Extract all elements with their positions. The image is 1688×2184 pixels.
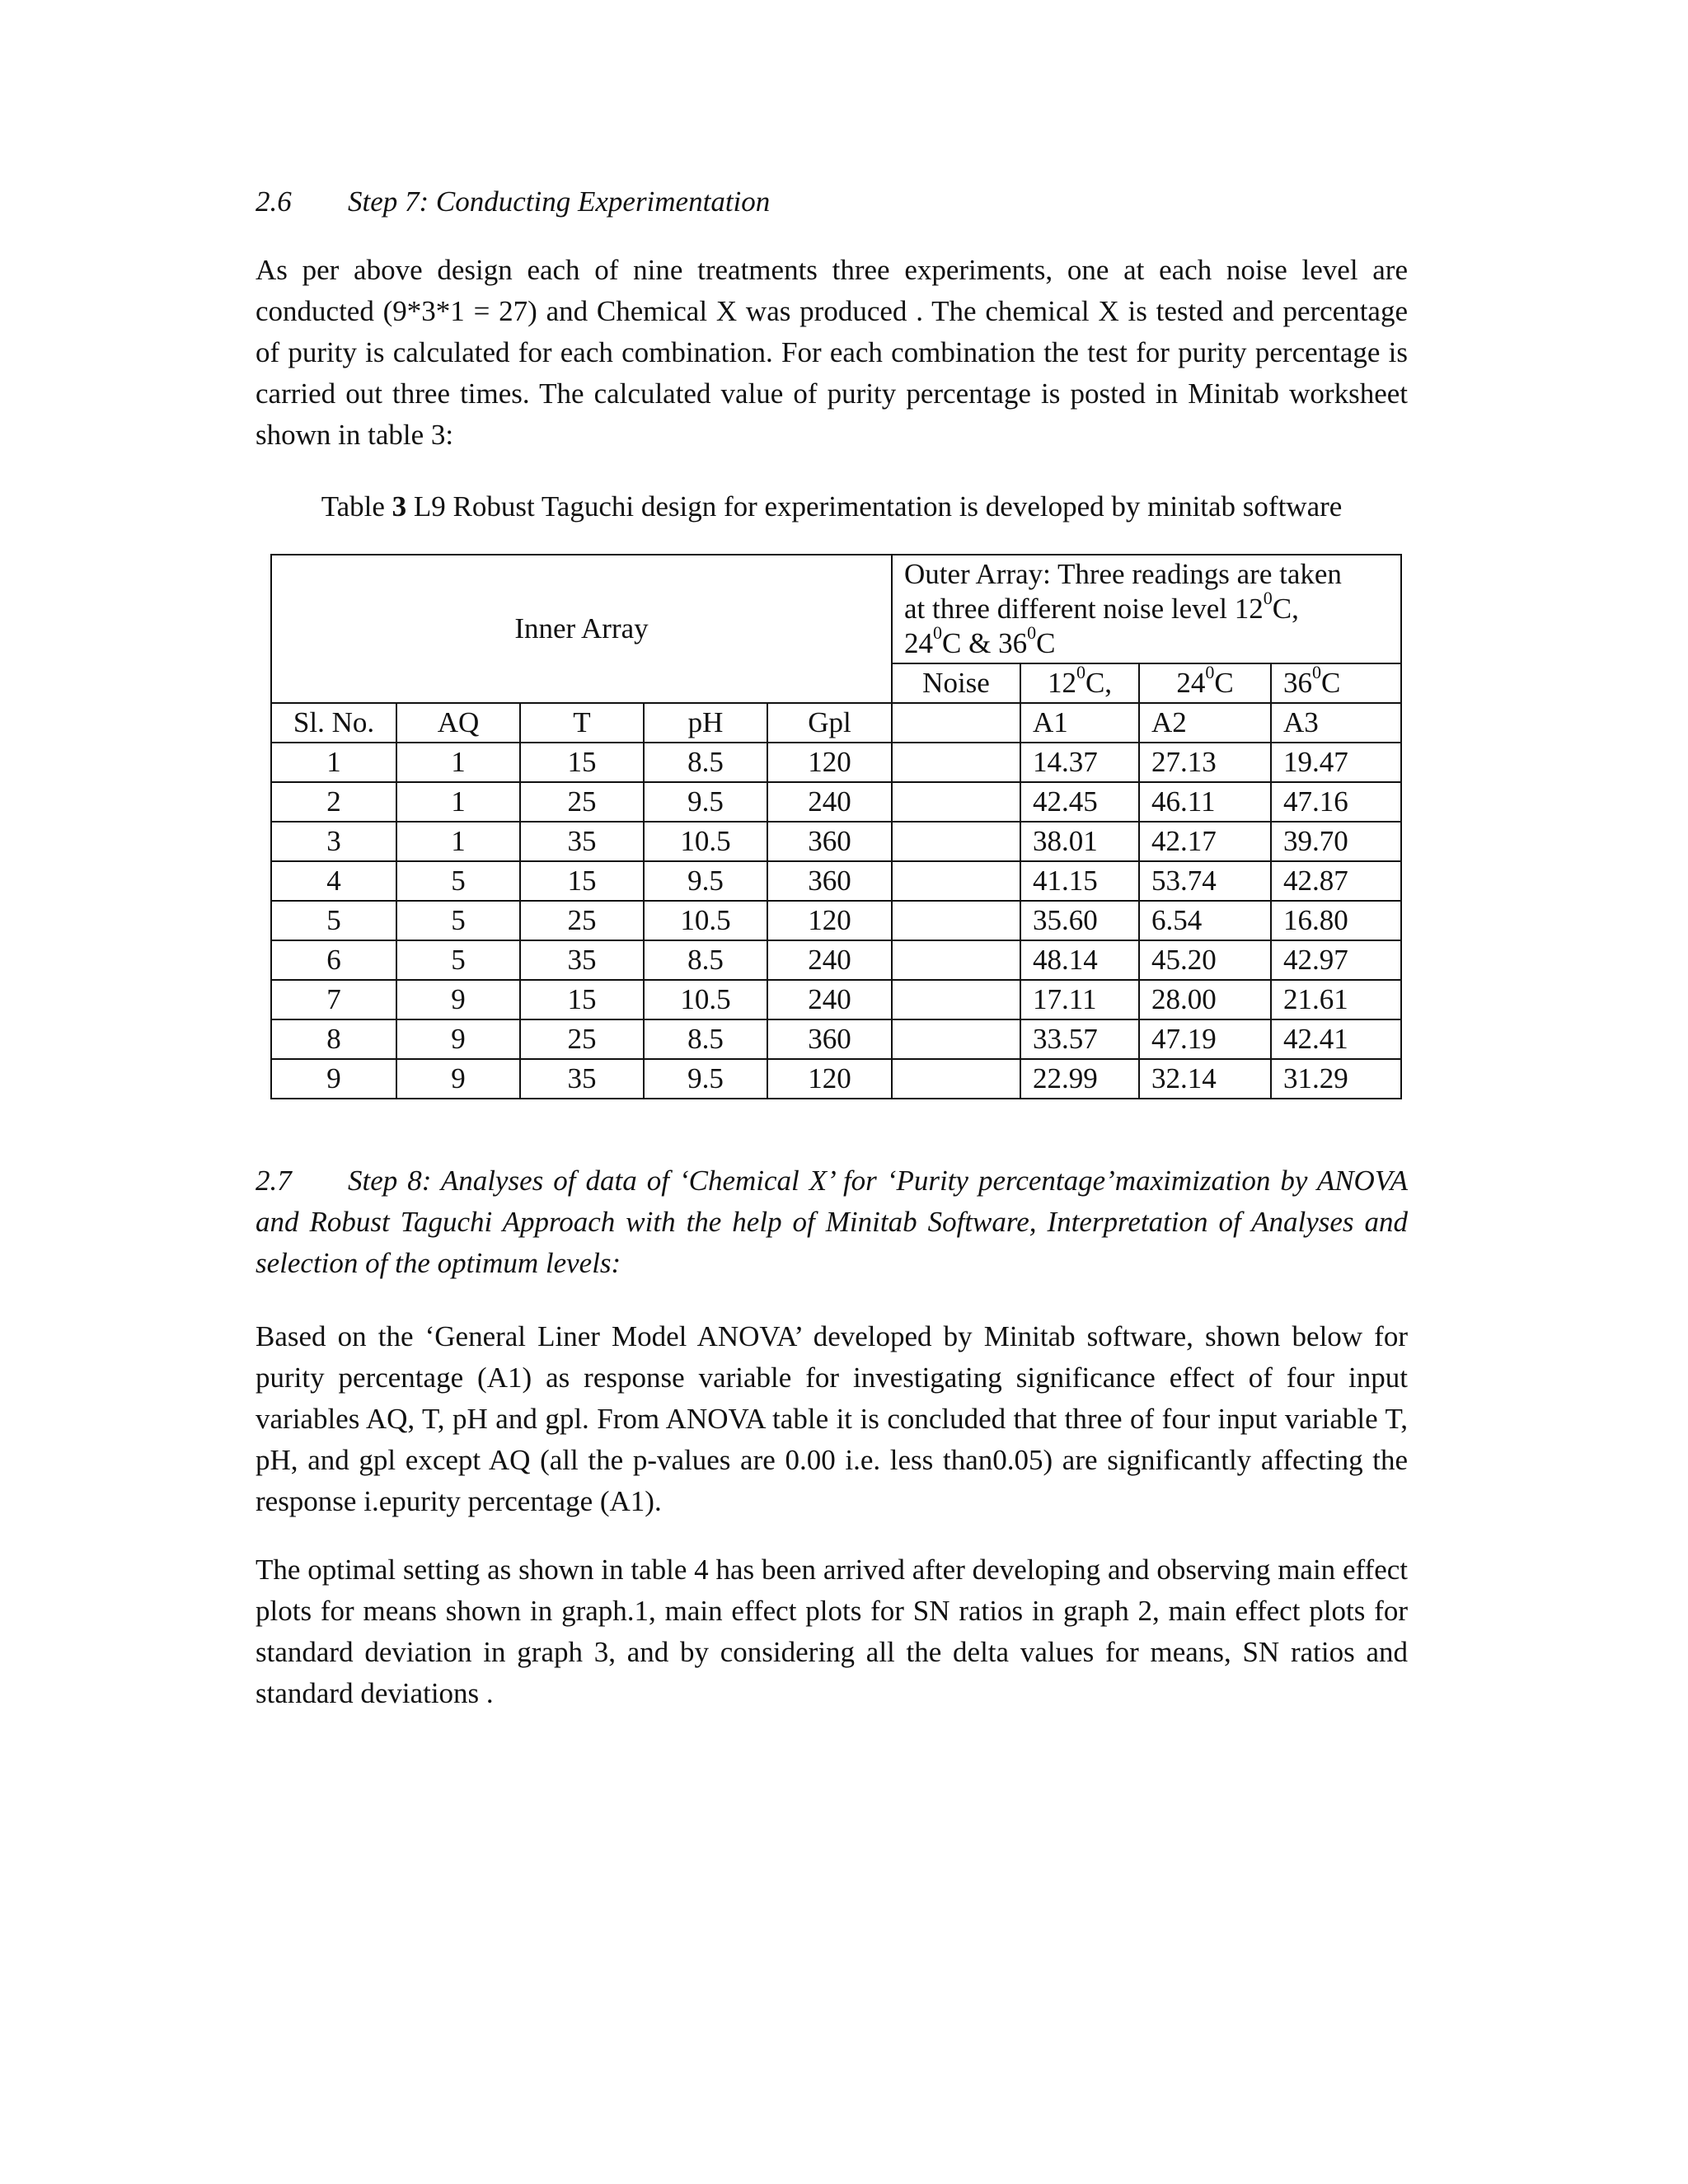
table-cell: 8.5 — [644, 743, 767, 782]
noise-level-cell: $12^0C$, — [1020, 663, 1139, 703]
column-header: pH — [644, 703, 767, 743]
table-cell: 5 — [396, 940, 520, 980]
table-cell: 19.47 — [1271, 743, 1401, 782]
table-cell: 240 — [767, 940, 892, 980]
table-cell — [892, 861, 1020, 901]
table-cell: 46.11 — [1139, 782, 1271, 822]
table-cell: 1 — [396, 822, 520, 861]
table-cell: 42.45 — [1020, 782, 1139, 822]
table-cell — [892, 901, 1020, 940]
table-cell: 5 — [396, 901, 520, 940]
table-cell: 27.13 — [1139, 743, 1271, 782]
table-cell: 31.29 — [1271, 1059, 1401, 1099]
table-cell: 21.61 — [1271, 980, 1401, 1019]
table-row — [271, 743, 1401, 782]
table-cell — [892, 1019, 1020, 1059]
table-cell: 15 — [520, 861, 644, 901]
table-cell: 38.01 — [1020, 822, 1139, 861]
table-cell: 8 — [271, 1019, 396, 1059]
table-cell: 240 — [767, 980, 892, 1019]
paragraph-conducting-experimentation: As per above design each of nine treatments three experiments, one at each noise level are conducted (9*3*1 = 27) and Chemical X was produced . The chemical X is tested and percentage of purity is calculated for each combination. For each combination the test for purity percentage is carried out three times. The calculated value of purity percentage is posted in Minitab worksheet shown in table 3: — [256, 254, 1408, 451]
outer-array-header: Outer Array: Three readings are taken at three different noise level $12^0C$, $24^0C$ & $36^0C$ — [892, 555, 1401, 663]
table-row — [271, 901, 1401, 940]
table-cell: 10.5 — [644, 980, 767, 1019]
table-row — [271, 1019, 1401, 1059]
table-cell: 25 — [520, 782, 644, 822]
table-column-header-row — [271, 703, 1401, 743]
table-cell: 10.5 — [644, 901, 767, 940]
table-cell: 14.37 — [1020, 743, 1139, 782]
table-row — [271, 822, 1401, 861]
table-cell — [892, 1059, 1020, 1099]
column-header: A1 — [1020, 703, 1139, 743]
table-cell: 5 — [271, 901, 396, 940]
table-cell: 3 — [271, 822, 396, 861]
table-cell: 1 — [271, 743, 396, 782]
noise-level-cell: $24^0C$ — [1139, 663, 1271, 703]
column-header: A2 — [1139, 703, 1271, 743]
table-cell: 41.15 — [1020, 861, 1139, 901]
table-cell: 28.00 — [1139, 980, 1271, 1019]
table-cell: 9.5 — [644, 782, 767, 822]
table-cell: 15 — [520, 743, 644, 782]
section-heading-2-6 — [256, 181, 770, 223]
table-cell: 9 — [396, 1059, 520, 1099]
table-cell: 47.19 — [1139, 1019, 1271, 1059]
taguchi-design-table — [270, 554, 1402, 1099]
table-row — [271, 861, 1401, 901]
table-cell: 35 — [520, 822, 644, 861]
table-cell: 42.41 — [1271, 1019, 1401, 1059]
noise-level-cell: $36^0C$ — [1271, 663, 1401, 703]
table-cell: 25 — [520, 901, 644, 940]
table-cell: 25 — [520, 1019, 644, 1059]
table-cell: 8.5 — [644, 1019, 767, 1059]
table-header-row-1 — [271, 555, 1401, 663]
table-cell: 47.16 — [1271, 782, 1401, 822]
table-cell: 7 — [271, 980, 396, 1019]
table-cell — [892, 980, 1020, 1019]
table-cell: 2 — [271, 782, 396, 822]
table-cell: 35 — [520, 1059, 644, 1099]
column-header: Gpl — [767, 703, 892, 743]
table-cell: 22.99 — [1020, 1059, 1139, 1099]
table-cell: 53.74 — [1139, 861, 1271, 901]
table-cell: 240 — [767, 782, 892, 822]
table-cell: 360 — [767, 822, 892, 861]
table-row — [271, 1059, 1401, 1099]
table-cell: 6.54 — [1139, 901, 1271, 940]
table-cell: 360 — [767, 1019, 892, 1059]
table-cell: 42.17 — [1139, 822, 1271, 861]
section-title: Step 7: Conducting Experimentation — [348, 185, 771, 218]
table-cell: 1 — [396, 743, 520, 782]
table-cell: 120 — [767, 901, 892, 940]
section-number: 2.7 — [256, 1165, 292, 1197]
table-cell — [892, 743, 1020, 782]
table-body — [271, 743, 1401, 1099]
table-cell: 39.70 — [1271, 822, 1401, 861]
table-row — [271, 782, 1401, 822]
table-cell: 5 — [396, 861, 520, 901]
paragraph-optimal-setting: The optimal setting as shown in table 4 has been arrived after developing and observing main effect plots for means shown in graph.1, main effect plots for SN ratios in graph 2, main effect plots for standard deviation in graph 3, and by considering all the delta values for means, SN ratios and standard deviations . — [256, 1554, 1408, 1709]
table-cell: 9 — [396, 980, 520, 1019]
table-cell: 35 — [520, 940, 644, 980]
table-cell — [892, 822, 1020, 861]
column-header: Sl. No. — [271, 703, 396, 743]
paragraph-anova-analysis: Based on the ‘General Liner Model ANOVA’ developed by Minitab software, shown below for purity percentage (A1) as response variable for investigating significance effect of four input variables AQ, T, pH and gpl. From ANOVA table it is concluded that three of four input variable T, pH, and gpl except AQ (all the p-values are 0.00 i.e. less than0.05) are significantly affecting the response i.epurity percentage (A1). — [256, 1320, 1408, 1517]
table-cell: 35.60 — [1020, 901, 1139, 940]
column-header: A3 — [1271, 703, 1401, 743]
table-cell: 16.80 — [1271, 901, 1401, 940]
table-cell: 9 — [271, 1059, 396, 1099]
table-cell: 17.11 — [1020, 980, 1139, 1019]
table-cell: 9 — [396, 1019, 520, 1059]
section-number: 2.6 — [256, 185, 292, 218]
table-cell: 33.57 — [1020, 1019, 1139, 1059]
table-cell: 48.14 — [1020, 940, 1139, 980]
table-cell: 120 — [767, 1059, 892, 1099]
table-cell: 6 — [271, 940, 396, 980]
table-cell: 9.5 — [644, 1059, 767, 1099]
column-header: AQ — [396, 703, 520, 743]
table-cell: 42.87 — [1271, 861, 1401, 901]
table-cell: 10.5 — [644, 822, 767, 861]
column-header — [892, 703, 1020, 743]
table-row — [271, 940, 1401, 980]
section-title: Step 8: Analyses of data of ‘Chemical X’ for ‘Purity percentage’maximization by ANOVA and Robust Taguchi Approach with the help of Minitab Software, Interpretation of Analyses and selection of the optimum levels: — [256, 1165, 1408, 1279]
table-cell: 9.5 — [644, 861, 767, 901]
inner-array-header: Inner Array — [271, 555, 892, 703]
table-cell: 120 — [767, 743, 892, 782]
table-cell: 45.20 — [1139, 940, 1271, 980]
table-cell: 15 — [520, 980, 644, 1019]
table-cell: 32.14 — [1139, 1059, 1271, 1099]
table-cell — [892, 940, 1020, 980]
table-cell: 360 — [767, 861, 892, 901]
table-cell: 4 — [271, 861, 396, 901]
table-caption: Table 3 L9 Robust Taguchi design for experimentation is developed by minitab software — [321, 490, 1343, 523]
section-heading-2-7 — [256, 1160, 1408, 1284]
table-row — [271, 980, 1401, 1019]
noise-label-cell: Noise — [892, 663, 1020, 703]
table-cell — [892, 782, 1020, 822]
table-cell: 8.5 — [644, 940, 767, 980]
column-header: T — [520, 703, 644, 743]
table-cell: 1 — [396, 782, 520, 822]
table-cell: 42.97 — [1271, 940, 1401, 980]
